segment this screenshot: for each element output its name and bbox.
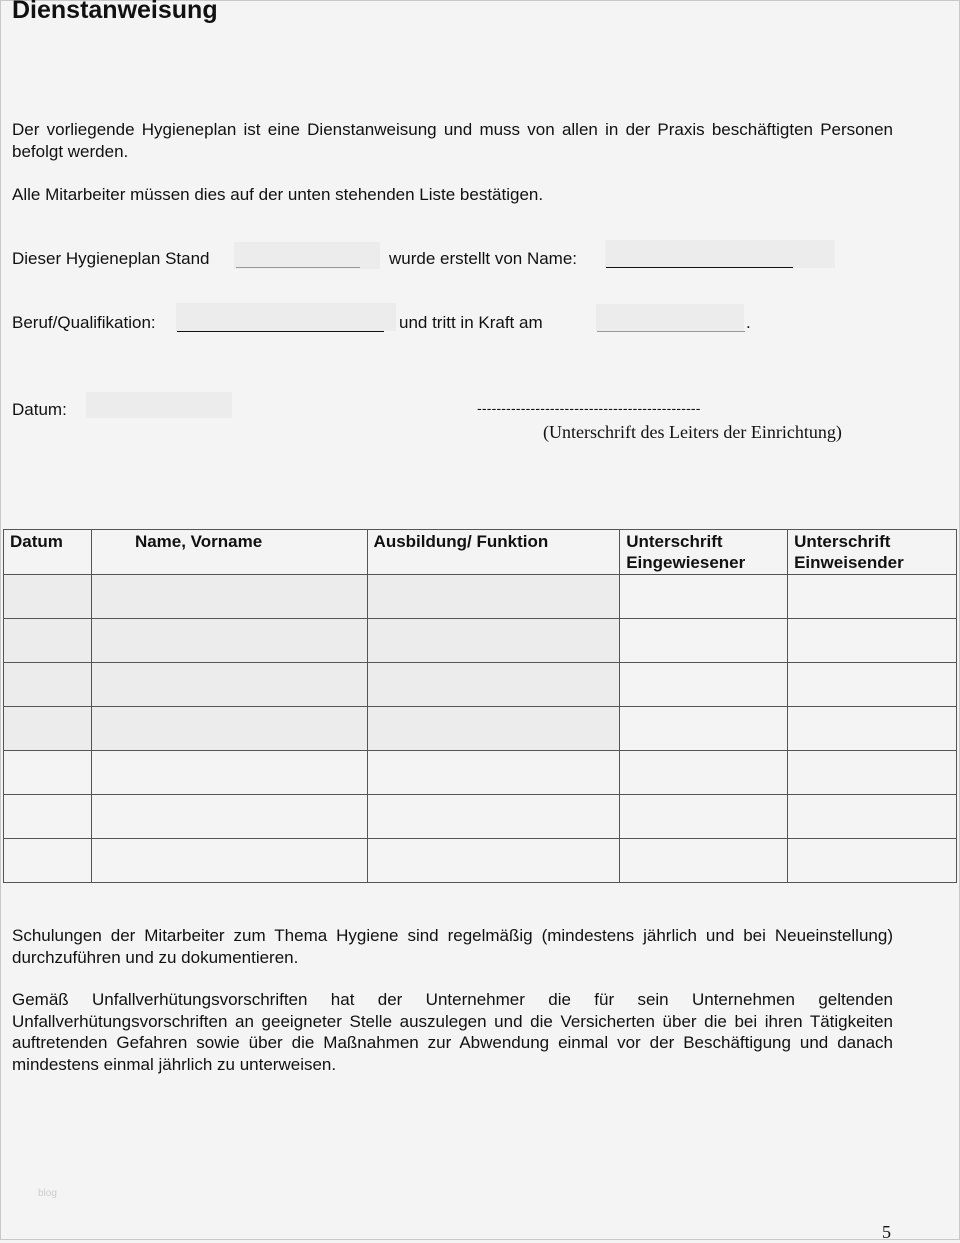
table-cell[interactable] xyxy=(620,619,788,663)
column-header: Unterschrift Einweisender xyxy=(788,530,957,575)
table-cell[interactable] xyxy=(620,575,788,619)
table-cell[interactable] xyxy=(367,575,620,619)
table-cell[interactable] xyxy=(788,575,957,619)
table-cell[interactable] xyxy=(620,839,788,883)
column-header: Name, Vorname xyxy=(91,530,367,575)
confirm-paragraph: Alle Mitarbeiter müssen dies auf der unten stehenden Liste bestätigen. xyxy=(12,185,544,204)
table-cell[interactable] xyxy=(788,619,957,663)
table-cell[interactable] xyxy=(91,839,367,883)
table-cell[interactable] xyxy=(367,839,620,883)
name-field[interactable] xyxy=(606,267,793,268)
table-cell[interactable] xyxy=(620,663,788,707)
qualification-label: Beruf/Qualifikation: xyxy=(12,313,156,332)
table-cell[interactable] xyxy=(367,663,620,707)
table-cell[interactable] xyxy=(4,707,92,751)
effective-date-field[interactable] xyxy=(597,331,745,332)
regulations-paragraph: Gemäß Unfallverhütungsvorschriften hat der Unternehmer die für sein Unternehmen geltenden Unfallverhütungsvorschriften an geeigneter Stelle auszulegen und die Versicherten über die bei ihren Tätigkeiten auftretenden Gefahren sowie über die Maßnahmen zur Abwendung einmal vor der Beschäftigung und danach mindestens einmal jährlich zu unterweisen. xyxy=(12,990,893,1074)
table-cell[interactable] xyxy=(788,839,957,883)
page-number: 5 xyxy=(882,1222,891,1242)
table-cell[interactable] xyxy=(788,707,957,751)
table-cell[interactable] xyxy=(620,707,788,751)
table-cell[interactable] xyxy=(367,619,620,663)
instruction-table xyxy=(3,529,957,883)
column-header: Datum xyxy=(4,530,92,575)
effective-label: und tritt in Kraft am xyxy=(399,313,543,332)
table-cell[interactable] xyxy=(4,795,92,839)
table-cell[interactable] xyxy=(788,751,957,795)
table-cell[interactable] xyxy=(91,619,367,663)
table-cell[interactable] xyxy=(788,663,957,707)
table-cell[interactable] xyxy=(91,707,367,751)
table-cell[interactable] xyxy=(788,795,957,839)
table-cell[interactable] xyxy=(91,575,367,619)
table-row xyxy=(4,751,957,795)
table-cell[interactable] xyxy=(4,663,92,707)
table-cell[interactable] xyxy=(4,575,92,619)
period: . xyxy=(746,313,751,332)
table-cell[interactable] xyxy=(367,707,620,751)
watermark: blog xyxy=(38,1188,57,1199)
table-cell[interactable] xyxy=(367,795,620,839)
created-by-label: wurde erstellt von Name: xyxy=(389,249,578,268)
table-row xyxy=(4,839,957,883)
table-cell[interactable] xyxy=(367,751,620,795)
table-cell[interactable] xyxy=(91,751,367,795)
table-row xyxy=(4,619,957,663)
table-cell[interactable] xyxy=(4,751,92,795)
table-row xyxy=(4,707,957,751)
table-row xyxy=(4,663,957,707)
table-cell[interactable] xyxy=(620,795,788,839)
table-row xyxy=(4,795,957,839)
table-cell[interactable] xyxy=(91,795,367,839)
training-paragraph: Schulungen der Mitarbeiter zum Thema Hygiene sind regelmäßig (mindestens jährlich und bei Neueinstellung) durchzuführen und zu dokumentieren. xyxy=(12,926,893,967)
table-cell[interactable] xyxy=(620,751,788,795)
stand-field[interactable] xyxy=(236,267,360,268)
date-label: Datum: xyxy=(12,400,67,419)
table-cell[interactable] xyxy=(4,619,92,663)
column-header: Ausbildung/ Funktion xyxy=(367,530,620,575)
table-cell[interactable] xyxy=(91,663,367,707)
signature-line[interactable]: ---------------------------------------------- xyxy=(477,400,701,416)
signature-caption: (Unterschrift des Leiters der Einrichtung) xyxy=(543,422,842,442)
stand-label: Dieser Hygieneplan Stand xyxy=(12,249,210,268)
table-row xyxy=(4,575,957,619)
qualification-field[interactable] xyxy=(177,331,384,332)
table-cell[interactable] xyxy=(4,839,92,883)
intro-paragraph: Der vorliegende Hygieneplan ist eine Dienstanweisung und muss von allen in der Praxis beschäftigten Personen befolgt werden. xyxy=(12,120,893,161)
column-header: Unterschrift Eingewiesener xyxy=(620,530,788,575)
page-title: Dienstanweisung xyxy=(12,0,218,24)
